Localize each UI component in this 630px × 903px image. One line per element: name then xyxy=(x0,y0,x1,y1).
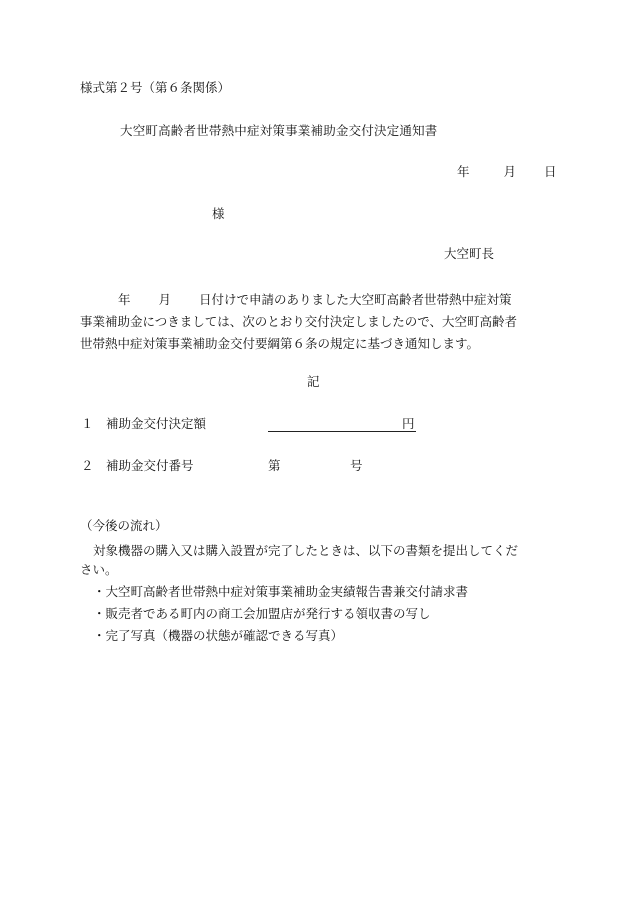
item-2-label: 補助金交付番号 xyxy=(106,458,194,473)
body-line-2: 事業補助金につきましては、次のとおり交付決定しましたので、大空町高齢者 xyxy=(80,314,518,329)
issuer-name: 大空町長 xyxy=(444,246,495,261)
form-number: 様式第２号（第６条関係） xyxy=(80,80,231,95)
item-1-unit: 円 xyxy=(402,416,415,431)
date-year: 年 xyxy=(457,164,470,179)
flow-text-line-1: 対象機器の購入又は購入設置が完了したときは、以下の書類を提出してくだ xyxy=(93,543,519,558)
body-line-1 xyxy=(80,294,512,307)
flow-bullet-1: ・大空町高齢者世帯熱中症対策事業補助金実績報告書兼交付請求書 xyxy=(93,584,469,599)
body-line-1-text: 日付けで申請のありました大空町高齢者世帯熱中症対策 xyxy=(199,292,512,307)
flow-text-line-2: さい。 xyxy=(80,562,118,577)
body-line-3: 世帯熱中症対策事業補助金交付要綱第６条の規定に基づき通知します。 xyxy=(80,336,480,351)
issue-date xyxy=(457,166,557,179)
flow-bullet-2: ・販売者である町内の商工会加盟店が発行する領収書の写し xyxy=(93,606,431,621)
document-title: 大空町高齢者世帯熱中症対策事業補助金交付決定通知書 xyxy=(120,123,438,138)
ki-heading: 記 xyxy=(307,374,320,389)
flow-bullet-3: ・完了写真（機器の状態が確認できる写真） xyxy=(93,628,344,643)
date-day: 日 xyxy=(544,164,557,179)
item-1-number: １ xyxy=(81,416,94,431)
item-1-label: 補助金交付決定額 xyxy=(106,416,207,431)
flow-heading: （今後の流れ） xyxy=(80,518,168,533)
date-month: 月 xyxy=(503,164,517,179)
item-2-number: ２ xyxy=(81,458,94,473)
body-year: 年 xyxy=(118,292,131,307)
amount-blank-line xyxy=(268,417,416,432)
item-2-suffix: 号 xyxy=(350,458,363,473)
item-2-prefix: 第 xyxy=(268,458,281,473)
recipient-honorific: 様 xyxy=(212,206,225,221)
body-month: 月 xyxy=(158,292,172,307)
